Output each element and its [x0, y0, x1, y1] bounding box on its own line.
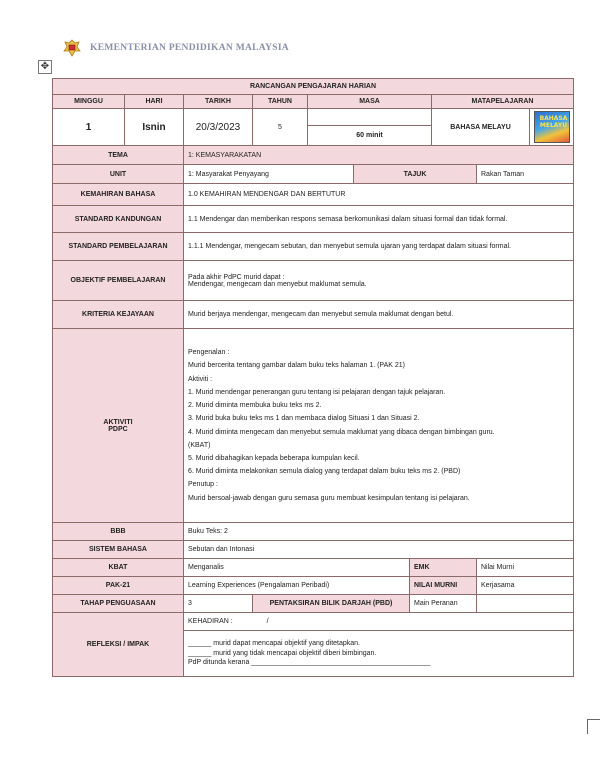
tema-label: TEMA — [53, 146, 184, 165]
tahun-value: 5 — [253, 109, 308, 146]
title-cell: RANCANGAN PENGAJARAN HARIAN — [53, 79, 574, 95]
textbook-cover-image: BAHASA MELAYU — [534, 111, 570, 143]
sp-label: STANDARD PEMBELAJARAN — [53, 233, 184, 261]
sistem-label: SISTEM BAHASA — [53, 541, 184, 559]
col-hari: HARI — [125, 95, 184, 109]
sp-value: 1.1.1 Mendengar, mengecam sebutan, dan menyebut semula ujaran yang terdapat dalam situasi formal. — [184, 233, 574, 261]
aktiviti-line: Penutup : — [188, 481, 218, 489]
col-tarikh: TARIKH — [184, 95, 253, 109]
objektif-value — [184, 261, 574, 301]
aktiviti-line: Murid bersoal-jawab dengan guru semasa guru membuat kesimpulan tentang isi pelajaran. — [188, 494, 470, 502]
kriteria-value: Murid berjaya mendengar, mengecam dan menyebut semula maklumat dengan betul. — [184, 301, 574, 329]
kehadiran-cell — [184, 613, 574, 631]
sk-label: STANDARD KANDUNGAN — [53, 206, 184, 233]
ministry-name: KEMENTERIAN PENDIDIKAN MALAYSIA — [90, 43, 289, 53]
pbd-label: PENTAKSIRAN BILIK DARJAH (PBD) — [253, 595, 410, 613]
pbd-value: Main Peranan — [410, 595, 477, 613]
subject-value: BAHASA MELAYU — [432, 109, 530, 146]
lesson-plan-table — [52, 78, 574, 677]
aktiviti-content — [184, 329, 574, 523]
nilai-label: NILAI MURNI — [410, 577, 477, 595]
pak-value: Learning Experiences (Pengalaman Peribadi) — [184, 577, 410, 595]
sistem-value: Sebutan dan Intonasi — [184, 541, 574, 559]
hari-value: Isnin — [125, 109, 184, 146]
kemahiran-value: 1.0 KEMAHIRAN MENDENGAR DAN BERTUTUR — [184, 184, 574, 206]
aktiviti-label: AKTIVITI PDPC — [53, 329, 184, 523]
tajuk-label: TAJUK — [354, 165, 477, 184]
aktiviti-line: 4. Murid diminta mengecam dan menyebut semula maklumat yang dibaca dengan bimbingan guru. — [188, 428, 495, 436]
refleksi-line-2: ______ murid yang tidak mencapai objektif diberi bimbingan. — [188, 649, 377, 657]
aktiviti-line: Aktiviti : — [188, 375, 213, 383]
kbat-label: KBAT — [53, 559, 184, 577]
nilai-value: Kerjasama — [477, 577, 574, 595]
col-matapelajaran: MATAPELAJARAN — [432, 95, 574, 109]
refleksi-line-3: PdP ditunda kerana ______________________________________________ — [188, 659, 431, 667]
tajuk-value: Rakan Taman — [477, 165, 574, 184]
page-corner-mark — [587, 719, 600, 734]
kemahiran-label: KEMAHIRAN BAHASA — [53, 184, 184, 206]
kehadiran-label: KEHADIRAN : — [188, 618, 233, 625]
col-masa: MASA — [308, 95, 432, 109]
refleksi-line-1: ______ murid dapat mencapai objektif yang ditetapkan. — [188, 640, 361, 648]
aktiviti-line: 2. Murid diminta membuka buku teks ms 2. — [188, 402, 322, 410]
objektif-line-2: Mendengar, mengecam dan menyebut maklumat semula. — [188, 280, 367, 288]
emk-value: Nilai Murni — [477, 559, 574, 577]
unit-value: 1: Masyarakat Penyayang — [184, 165, 354, 184]
page-header — [62, 38, 289, 58]
crest-icon — [62, 39, 82, 57]
kehadiran-separator: / — [266, 618, 269, 625]
aktiviti-line: Pengenalan : — [188, 349, 230, 357]
refleksi-content — [184, 631, 574, 677]
kriteria-label: KRITERIA KEJAYAAN — [53, 301, 184, 329]
tarikh-value: 20/3/2023 — [184, 109, 253, 146]
aktiviti-line: 3. Murid buka buku teks ms 1 dan membaca dialog Situasi 1 dan Situasi 2. — [188, 415, 420, 423]
tahap-blank — [477, 595, 574, 613]
col-minggu: MINGGU — [53, 95, 125, 109]
pak-label: PAK-21 — [53, 577, 184, 595]
bbb-value: Buku Teks: 2 — [184, 523, 574, 541]
masa-blank — [308, 109, 432, 126]
sk-value: 1.1 Mendengar dan memberikan respons semasa berkomunikasi dalam situasi formal dan tidak formal. — [184, 206, 574, 233]
masa-value: 60 minit — [308, 126, 432, 146]
aktiviti-line: (KBAT) — [188, 441, 211, 449]
objektif-line-1: Pada akhir PdPC murid dapat : — [188, 273, 285, 281]
emk-label: EMK — [410, 559, 477, 577]
tema-value: 1: KEMASYARAKATAN — [184, 146, 574, 165]
unit-label: UNIT — [53, 165, 184, 184]
col-tahun: TAHUN — [253, 95, 308, 109]
bbb-label: BBB — [53, 523, 184, 541]
tahap-label: TAHAP PENGUASAAN — [53, 595, 184, 613]
table-move-handle-icon[interactable]: ✥ — [38, 60, 52, 74]
objektif-label: OBJEKTIF PEMBELAJARAN — [53, 261, 184, 301]
kbat-value: Menganalis — [184, 559, 410, 577]
refleksi-label: REFLEKSI / IMPAK — [53, 613, 184, 677]
aktiviti-line: 5. Murid dibahagikan kepada beberapa kumpulan kecil. — [188, 454, 360, 462]
aktiviti-line: Murid bercerita tentang gambar dalam buku teks halaman 1. (PAK 21) — [188, 362, 405, 370]
aktiviti-line: 6. Murid diminta melakonkan semula dialog yang terdapat dalam buku teks ms 2. (PBD) — [188, 468, 461, 476]
minggu-value: 1 — [53, 109, 125, 146]
book-cover-cell — [530, 109, 574, 146]
tahap-value: 3 — [184, 595, 253, 613]
aktiviti-line: 1. Murid mendengar penerangan guru tentang isi pelajaran dengan tajuk pelajaran. — [188, 388, 446, 396]
